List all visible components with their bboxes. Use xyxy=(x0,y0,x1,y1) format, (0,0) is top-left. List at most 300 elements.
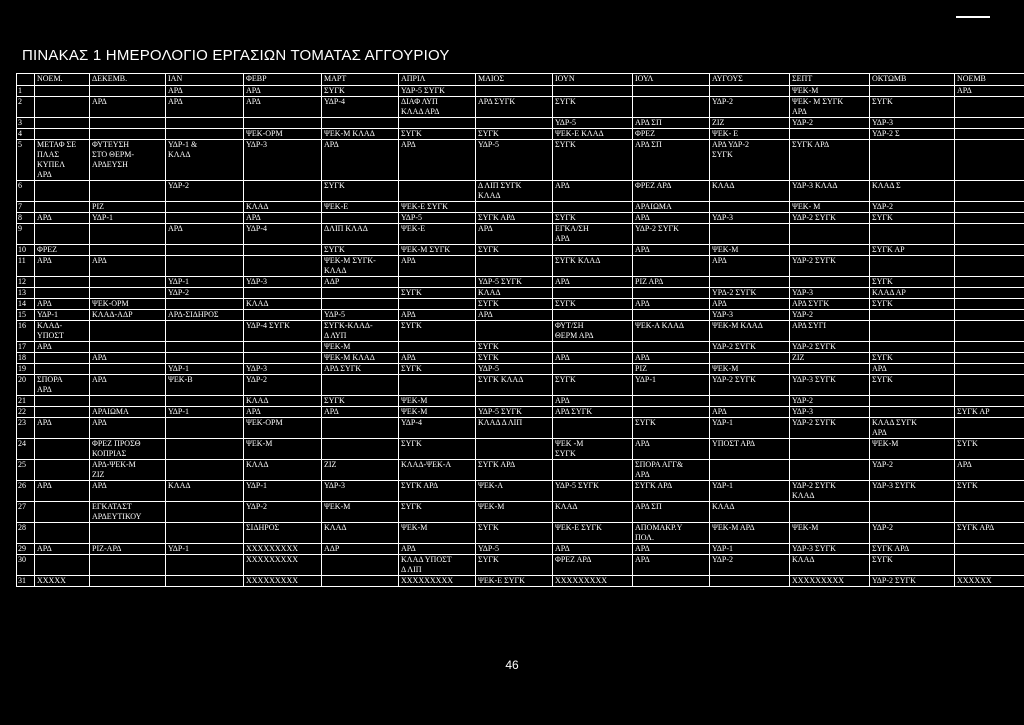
task-cell xyxy=(955,375,1024,396)
task-cell: ΨΕΚ-ΟΡΜ xyxy=(90,299,166,310)
task-cell xyxy=(322,118,399,129)
task-cell xyxy=(90,576,166,587)
task-cell xyxy=(710,202,790,213)
task-cell xyxy=(633,86,710,97)
day-number-cell: 30 xyxy=(17,555,35,576)
task-cell: ΨΕΚ-Μ xyxy=(399,407,476,418)
page-number: 46 xyxy=(505,658,519,672)
task-cell: ΑΡΔ xyxy=(244,213,322,224)
task-cell: ΦΥΤΕΥΣΗ ΣΤΟ ΘΕΡΜ- ΑΡΔΕΥΣΗ xyxy=(90,140,166,181)
task-cell: ΥΔΡ-5 xyxy=(476,364,553,375)
task-cell: ΣΥΓΚ ΑΡΔ xyxy=(399,481,476,502)
task-cell: ΣΥΓΚ xyxy=(476,353,553,364)
task-cell xyxy=(870,407,955,418)
task-cell: ΧΧΧΧΧ xyxy=(35,576,90,587)
table-row xyxy=(17,576,1024,587)
task-cell: ΑΡΔ xyxy=(476,310,553,321)
task-cell xyxy=(90,129,166,140)
task-cell xyxy=(710,460,790,481)
task-cell: ΔΛΙΠ ΚΛΑΔ xyxy=(322,224,399,245)
task-cell: ΣΥΓΚ xyxy=(870,299,955,310)
day-number-cell: 31 xyxy=(17,576,35,587)
task-cell: ΥΔΡ-2 ΣΥΓΚ xyxy=(790,342,870,353)
task-cell: ΡΙΖ xyxy=(90,202,166,213)
task-cell xyxy=(244,118,322,129)
task-cell: ΣΥΓΚ ΑΡΔ xyxy=(476,460,553,481)
task-cell xyxy=(955,277,1024,288)
task-cell: Δ ΛΙΠ ΣΥΓΚ ΚΛΑΔ xyxy=(476,181,553,202)
task-cell: ΣΠΟΡΑ ΑΓΓ& ΑΡΔ xyxy=(633,460,710,481)
task-cell: ΑΡΔ xyxy=(244,407,322,418)
table-row xyxy=(17,342,1024,353)
day-number-cell: 11 xyxy=(17,256,35,277)
task-cell xyxy=(322,213,399,224)
task-cell xyxy=(955,97,1024,118)
table-row xyxy=(17,288,1024,299)
task-cell: ΦΡΕΖ xyxy=(35,245,90,256)
table-row xyxy=(17,213,1024,224)
task-cell: ΨΕΚ-Μ ΣΥΓΚ xyxy=(399,245,476,256)
task-cell: ΥΔΡ-1 xyxy=(166,277,244,288)
task-cell: ΜΕΤΑΦ ΣΕ ΠΛΑΣ ΚΥΠΕΛ ΑΡΔ xyxy=(35,140,90,181)
task-cell xyxy=(244,342,322,353)
task-cell xyxy=(35,555,90,576)
task-cell: ΣΥΓΚ xyxy=(870,353,955,364)
table-row xyxy=(17,181,1024,202)
task-cell xyxy=(553,202,633,213)
task-cell: ΨΕΚ-ΟΡΜ xyxy=(244,129,322,140)
task-cell: ΥΔΡ-5 xyxy=(399,213,476,224)
task-cell: ΑΡΔ xyxy=(90,256,166,277)
task-cell: ΨΕΚ-Ε ΣΥΓΚ xyxy=(476,576,553,587)
day-number-cell: 1 xyxy=(17,86,35,97)
task-cell: ΥΔΡ-3 xyxy=(790,288,870,299)
table-row xyxy=(17,439,1024,460)
task-cell xyxy=(790,224,870,245)
task-cell: ΑΡΔ xyxy=(633,544,710,555)
task-cell: ΦΥΤ/ΣΗ ΘΕΡΜ ΑΡΔ xyxy=(553,321,633,342)
task-cell xyxy=(244,181,322,202)
task-cell: ΑΡΔ xyxy=(35,481,90,502)
task-cell: ΣΥΓΚ ΑΡΔ xyxy=(633,481,710,502)
task-cell xyxy=(710,224,790,245)
task-cell xyxy=(166,502,244,523)
day-number-cell: 7 xyxy=(17,202,35,213)
task-cell: ΨΕΚ-Ε xyxy=(322,202,399,213)
task-cell xyxy=(35,396,90,407)
task-cell: ΑΡΔ xyxy=(399,353,476,364)
day-number-cell: 17 xyxy=(17,342,35,353)
task-cell: ΣΥΓΚ ΚΛΑΔ xyxy=(553,256,633,277)
task-cell: ΣΥΓΚ xyxy=(476,523,553,544)
task-cell xyxy=(35,407,90,418)
day-number-cell: 19 xyxy=(17,364,35,375)
table-row xyxy=(17,277,1024,288)
task-cell xyxy=(399,299,476,310)
table-row xyxy=(17,481,1024,502)
task-cell: ΨΕΚ-Μ xyxy=(476,502,553,523)
task-cell: ΣΥΓΚ ΚΛΑΔ xyxy=(476,375,553,396)
day-number-cell: 12 xyxy=(17,277,35,288)
task-cell: ΑΡΔ xyxy=(633,245,710,256)
task-cell: ΖΙΖ xyxy=(710,118,790,129)
task-cell: ΨΕΚ-Μ ΚΛΑΔ xyxy=(322,353,399,364)
task-cell: ΨΕΚ- Μ ΣΥΓΚ ΑΡΔ xyxy=(790,97,870,118)
task-cell: ΑΡΔ xyxy=(322,140,399,181)
task-cell: ΥΔΡ-3 ΣΥΓΚ xyxy=(870,481,955,502)
task-cell xyxy=(90,86,166,97)
task-cell xyxy=(790,364,870,375)
task-cell: ΥΔΡ-1 xyxy=(166,364,244,375)
table-row xyxy=(17,555,1024,576)
task-cell: ΥΔΡ-2 xyxy=(790,310,870,321)
task-cell xyxy=(955,129,1024,140)
task-cell: ΑΡΔ-ΨΕΚ-Μ ΖΙΖ xyxy=(90,460,166,481)
task-cell: ΨΕΚ-Μ ΚΛΑΔ xyxy=(710,321,790,342)
task-cell: ΥΔΡ-2 ΣΥΓΚ xyxy=(790,213,870,224)
task-cell xyxy=(710,86,790,97)
task-cell xyxy=(35,353,90,364)
task-cell: ΣΥΓΚ xyxy=(476,342,553,353)
task-cell xyxy=(322,439,399,460)
task-cell: ΑΡΔ ΣΥΓΙ xyxy=(790,321,870,342)
table-row xyxy=(17,407,1024,418)
task-cell: ΑΡΔ xyxy=(553,181,633,202)
task-cell: ΚΛΑΔ ΣΥΓΚ ΑΡΔ xyxy=(870,418,955,439)
task-cell: ΚΛΑΔ-ΨΕΚ-Α xyxy=(399,460,476,481)
task-cell: ΥΔΡ-2 ΣΥΓΚ xyxy=(790,418,870,439)
task-cell: ΥΡΔ-2 ΣΥΓΚ xyxy=(710,288,790,299)
task-cell: ΖΙΖ xyxy=(322,460,399,481)
task-cell xyxy=(35,129,90,140)
task-cell: ΥΔΡ-2 xyxy=(710,97,790,118)
task-cell xyxy=(633,407,710,418)
task-cell: ΥΔΡ-3 xyxy=(710,213,790,224)
task-cell: ΣΙΔΗΡΟΣ xyxy=(244,523,322,544)
task-cell: ΦΡΕΖ xyxy=(633,129,710,140)
task-cell: ΣΥΓΚ ΑΡΔ xyxy=(870,544,955,555)
day-number-cell: 28 xyxy=(17,523,35,544)
task-cell xyxy=(35,118,90,129)
day-number-cell: 20 xyxy=(17,375,35,396)
task-cell: ΑΡΔ ΣΥΓΚ xyxy=(790,299,870,310)
task-cell: ΥΔΡ-3 xyxy=(322,481,399,502)
task-cell: ΣΥΓΚ xyxy=(322,245,399,256)
task-cell xyxy=(955,118,1024,129)
task-cell: ΚΛΑΔ-ΑΔΡ xyxy=(90,310,166,321)
task-cell: ΡΙΖ xyxy=(633,364,710,375)
task-cell: ΥΔΡ-1 xyxy=(166,407,244,418)
task-cell xyxy=(399,181,476,202)
task-cell: ΣΥΓΚ xyxy=(553,97,633,118)
day-number-cell: 5 xyxy=(17,140,35,181)
task-cell: ΑΡΔ ΣΥΓΚ xyxy=(322,364,399,375)
task-cell xyxy=(166,129,244,140)
task-cell xyxy=(870,342,955,353)
task-cell: ΥΔΡ-2 ΣΥΓΚ xyxy=(633,224,710,245)
task-cell xyxy=(35,181,90,202)
task-cell: ΑΡΔ xyxy=(710,407,790,418)
task-cell: ΑΡΔ xyxy=(244,86,322,97)
task-cell: ΚΛΑΔ xyxy=(244,460,322,481)
task-cell: ΦΡΕΖ ΑΡΔ xyxy=(553,555,633,576)
task-cell: ΣΥΓΚ xyxy=(399,321,476,342)
task-cell: ΣΥΓΚ xyxy=(399,439,476,460)
task-cell: ΥΔΡ-1 xyxy=(244,481,322,502)
task-cell xyxy=(35,364,90,375)
task-cell: ΚΛΑΔ xyxy=(322,523,399,544)
task-cell: ΣΥΓΚ-ΚΛΑΔ- Δ ΛΥΠ xyxy=(322,321,399,342)
table-row xyxy=(17,502,1024,523)
task-cell xyxy=(35,439,90,460)
task-cell: ΨΕΚ-Μ xyxy=(399,396,476,407)
task-cell: ΥΔΡ-1 xyxy=(710,418,790,439)
task-cell: ΨΕΚ-Μ xyxy=(790,86,870,97)
task-cell: ΚΛΑΔ xyxy=(244,299,322,310)
header-month: ΟΚΤΩΜΒ xyxy=(870,74,955,86)
task-cell: ΥΔΡ-3 xyxy=(244,140,322,181)
day-number-cell: 14 xyxy=(17,299,35,310)
task-cell: ΥΔΡ-2 xyxy=(790,118,870,129)
task-cell: ΨΕΚ-Μ xyxy=(870,439,955,460)
task-cell: ΚΛΑΔ xyxy=(166,481,244,502)
task-cell: ΑΡΔ ΣΥΓΚ xyxy=(553,407,633,418)
task-cell xyxy=(35,224,90,245)
header-month: ΣΕΠΤ xyxy=(790,74,870,86)
header-month: ΝΟΕΜΒ xyxy=(955,74,1024,86)
task-cell: ΥΔΡ-2 ΣΥΓΚ ΚΛΑΔ xyxy=(790,481,870,502)
task-cell: ΥΔΡ-2 xyxy=(870,523,955,544)
task-cell xyxy=(955,353,1024,364)
task-cell xyxy=(553,364,633,375)
task-cell: ΨΕΚ-Μ xyxy=(322,502,399,523)
task-cell: ΖΙΖ xyxy=(790,353,870,364)
header-month: ΑΠΡΙΛ xyxy=(399,74,476,86)
task-cell: ΥΔΡ-3 ΣΥΓΚ xyxy=(790,375,870,396)
task-cell: ΑΡΔ xyxy=(633,353,710,364)
task-cell: ΑΡΔ xyxy=(633,555,710,576)
task-cell: ΣΥΓΚ ΑΡ xyxy=(870,245,955,256)
task-cell: ΥΔΡ-2 ΣΥΓΚ xyxy=(710,342,790,353)
task-cell xyxy=(870,321,955,342)
task-cell: ΑΡΔ xyxy=(166,224,244,245)
task-cell: ΑΡΔ xyxy=(35,256,90,277)
task-cell: ΥΔΡ-3 xyxy=(244,277,322,288)
table-row xyxy=(17,140,1024,181)
task-cell: ΨΕΚ-Ε ΚΛΑΔ xyxy=(553,129,633,140)
task-cell xyxy=(790,277,870,288)
task-cell: ΥΔΡ-4 xyxy=(244,224,322,245)
table-body xyxy=(17,86,1024,587)
task-cell: ΚΛΑΔ-ΥΠΟΣΤ xyxy=(35,321,90,342)
day-number-cell: 22 xyxy=(17,407,35,418)
task-cell: ΚΛΑΔ xyxy=(790,555,870,576)
table-row xyxy=(17,364,1024,375)
task-cell: ΥΔΡ-1 xyxy=(90,213,166,224)
task-cell xyxy=(399,375,476,396)
task-cell: ΚΛΑΔ xyxy=(710,502,790,523)
task-cell xyxy=(633,396,710,407)
task-cell: ΥΔΡ-1 & ΚΛΑΔ xyxy=(166,140,244,181)
task-cell xyxy=(955,544,1024,555)
task-cell: ΥΔΡ-4 ΣΥΓΚ xyxy=(244,321,322,342)
day-number-cell: 2 xyxy=(17,97,35,118)
task-cell: ΑΡΔ xyxy=(633,213,710,224)
day-number-cell: 15 xyxy=(17,310,35,321)
task-cell xyxy=(244,256,322,277)
table-row xyxy=(17,256,1024,277)
task-cell xyxy=(870,86,955,97)
task-cell: ΧΧΧΧΧΧ xyxy=(955,576,1024,587)
task-cell: ΥΔΡ-5 ΣΥΓΚ xyxy=(476,407,553,418)
task-cell xyxy=(633,576,710,587)
task-cell: ΨΕΚ -Μ ΣΥΓΚ xyxy=(553,439,633,460)
task-cell xyxy=(710,353,790,364)
task-cell xyxy=(955,245,1024,256)
task-cell xyxy=(790,502,870,523)
task-cell xyxy=(322,375,399,396)
task-cell: ΑΡΔ xyxy=(90,353,166,364)
day-number-cell: 9 xyxy=(17,224,35,245)
task-cell: ΥΠΟΣΤ ΑΡΔ xyxy=(710,439,790,460)
task-cell: ΦΡΕΖ ΠΡΟΣΘ ΚΟΠΡΙΑΣ xyxy=(90,439,166,460)
header-month: ΙΑΝ xyxy=(166,74,244,86)
table-row xyxy=(17,321,1024,342)
task-cell xyxy=(35,202,90,213)
task-cell xyxy=(322,555,399,576)
task-cell xyxy=(633,310,710,321)
task-cell: ΚΛΑΔ Δ ΛΙΠ xyxy=(476,418,553,439)
task-cell xyxy=(955,321,1024,342)
top-rule xyxy=(956,16,990,18)
task-cell: ΑΡΑΙΩΜΑ xyxy=(633,202,710,213)
task-cell: ΨΕΚ-Μ xyxy=(244,439,322,460)
header-month: ΑΥΓΟΥΣ xyxy=(710,74,790,86)
task-cell xyxy=(553,342,633,353)
task-cell: ΥΔΡ-3 xyxy=(790,407,870,418)
task-cell: ΑΡΔ xyxy=(90,97,166,118)
task-cell: ΥΔΡ-5 ΣΥΓΚ xyxy=(399,86,476,97)
task-cell xyxy=(476,321,553,342)
table-row xyxy=(17,118,1024,129)
task-cell xyxy=(166,202,244,213)
task-cell xyxy=(870,256,955,277)
task-cell: ΥΔΡ-3 xyxy=(710,310,790,321)
task-cell: ΨΕΚ-Ε ΣΥΓΚ xyxy=(553,523,633,544)
task-cell: ΚΛΑΔ Σ xyxy=(870,181,955,202)
day-number-cell: 16 xyxy=(17,321,35,342)
task-cell: ΨΕΚ-Β xyxy=(166,375,244,396)
task-cell xyxy=(955,418,1024,439)
task-cell: ΥΔΡ-2 xyxy=(710,555,790,576)
table-row xyxy=(17,460,1024,481)
task-cell: ΑΡΔ xyxy=(35,544,90,555)
task-cell: ΨΕΚ-Ε xyxy=(399,224,476,245)
task-cell xyxy=(166,439,244,460)
task-cell: ΨΕΚ-Μ ΑΡΔ xyxy=(710,523,790,544)
task-cell: ΑΡΔ xyxy=(166,97,244,118)
task-cell xyxy=(90,364,166,375)
task-cell: ΑΔΡ xyxy=(322,544,399,555)
task-cell: ΥΔΡ-5 ΣΥΓΚ xyxy=(476,277,553,288)
task-cell: ΣΥΓΚ ΑΡΔ xyxy=(476,213,553,224)
task-cell xyxy=(553,460,633,481)
day-number-cell: 6 xyxy=(17,181,35,202)
task-cell: ΕΓΚΑΤΑΣΤ ΑΡΔΕΥΤΙΚΟΥ xyxy=(90,502,166,523)
task-cell xyxy=(870,140,955,181)
day-number-cell: 26 xyxy=(17,481,35,502)
work-calendar-sheet xyxy=(16,73,1024,640)
task-cell: ΣΥΓΚ xyxy=(399,502,476,523)
day-number-cell: 18 xyxy=(17,353,35,364)
task-cell: ΔΙΑΦ ΛΥΠ ΚΛΑΔ ΑΡΔ xyxy=(399,97,476,118)
task-cell xyxy=(476,86,553,97)
task-cell xyxy=(870,224,955,245)
task-cell: ΑΡΔ ΣΠ xyxy=(633,118,710,129)
task-cell: ΥΔΡ-3 ΚΛΑΔ xyxy=(790,181,870,202)
task-cell xyxy=(633,342,710,353)
task-cell: ΑΡΔ xyxy=(710,256,790,277)
table-row xyxy=(17,523,1024,544)
task-cell xyxy=(476,118,553,129)
task-cell xyxy=(870,310,955,321)
task-cell: ΨΕΚ-Μ ΣΥΓΚ- ΚΛΑΔ xyxy=(322,256,399,277)
task-cell xyxy=(90,321,166,342)
task-cell xyxy=(870,502,955,523)
task-cell xyxy=(399,118,476,129)
task-cell xyxy=(322,288,399,299)
task-cell xyxy=(90,555,166,576)
task-cell xyxy=(955,364,1024,375)
task-cell: ΣΥΓΚ xyxy=(870,375,955,396)
task-cell xyxy=(166,213,244,224)
day-number-cell: 21 xyxy=(17,396,35,407)
task-cell: ΣΥΓΚ ΑΡΔ xyxy=(955,523,1024,544)
day-number-cell: 13 xyxy=(17,288,35,299)
header-month: ΔΕΚΕΜΒ. xyxy=(90,74,166,86)
task-cell: ΚΛΑΔ xyxy=(476,288,553,299)
task-cell: ΣΥΓΚ xyxy=(553,213,633,224)
task-cell xyxy=(955,202,1024,213)
task-cell: ΑΡΔ xyxy=(35,213,90,224)
work-calendar-table xyxy=(16,73,1024,587)
task-cell: ΚΛΑΔ ΑΡ xyxy=(870,288,955,299)
task-cell: ΑΡΔ xyxy=(955,460,1024,481)
task-cell: ΑΔΡ xyxy=(322,277,399,288)
task-cell xyxy=(399,342,476,353)
task-cell xyxy=(476,256,553,277)
task-cell xyxy=(90,118,166,129)
task-cell: ΑΡΔ xyxy=(399,544,476,555)
task-cell: ΥΔΡ-5 xyxy=(476,544,553,555)
task-cell: ΥΔΡ-3 xyxy=(244,364,322,375)
task-cell xyxy=(955,310,1024,321)
task-cell xyxy=(166,353,244,364)
task-cell: ΣΠΟΡΑ ΑΡΔ xyxy=(35,375,90,396)
task-cell xyxy=(955,213,1024,224)
task-cell: ΣΥΓΚ xyxy=(870,213,955,224)
task-cell: ΑΡΔ xyxy=(553,544,633,555)
task-cell: ΥΔΡ-1 xyxy=(710,481,790,502)
task-cell: ΨΕΚ-Μ xyxy=(399,523,476,544)
task-cell xyxy=(35,460,90,481)
task-cell xyxy=(955,181,1024,202)
task-cell xyxy=(553,418,633,439)
task-cell: ΥΔΡ-2 ΣΥΓΚ xyxy=(710,375,790,396)
task-cell xyxy=(244,288,322,299)
task-cell xyxy=(955,502,1024,523)
task-cell: ΚΛΑΔ xyxy=(244,396,322,407)
